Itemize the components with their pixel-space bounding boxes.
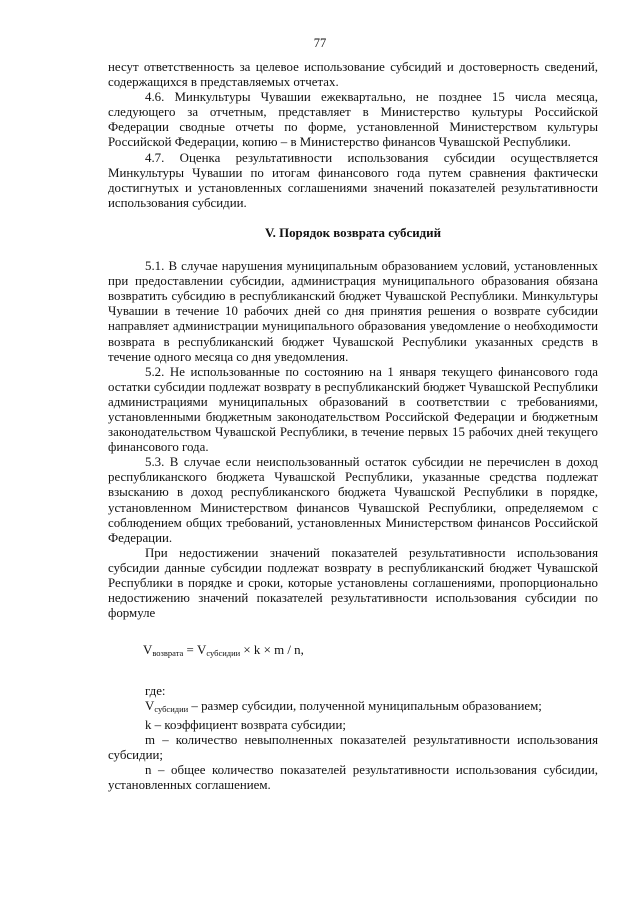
paragraph-continuation: несут ответственность за целевое использование субсидий и достоверность сведений, содержащихся в представляемых отчетах. xyxy=(108,60,598,90)
return-formula xyxy=(143,643,598,661)
formula-v-return: V xyxy=(143,643,153,658)
definition-v-symbol: V xyxy=(145,699,155,714)
where-label: где: xyxy=(145,684,166,699)
formula-sub-return: возврата xyxy=(152,648,184,659)
document-body xyxy=(108,60,598,793)
definition-m: m – количество невыполненных показателей результативности использования субсидии; xyxy=(108,732,598,762)
paragraph-5-3: 5.3. В случае если неиспользованный остаток субсидии не перечислен в доход республиканского бюджета Чувашской Республики, указанные средства подлежат взысканию в доход республиканского бюджета Чувашской Республики в порядке, установленном Министерством финансов Чувашской Республики, определяемом с соблюдением общих требований, установленных Министерством финансов Российской Федерации. xyxy=(108,455,598,545)
page-number: 77 xyxy=(313,36,327,50)
section-title: V. Порядок возврата субсидий xyxy=(264,225,442,240)
formula-rest: × k × m / n, xyxy=(240,643,304,658)
formula-v-subsidy: V xyxy=(197,643,207,658)
formula-equals: = xyxy=(183,643,198,658)
definition-n: n – общее количество показателей результативности использования субсидии, установленных соглашением. xyxy=(108,762,598,792)
paragraph-4-6: 4.6. Минкультуры Чувашии ежеквартально, не позднее 15 числа месяца, следующего за отчетным, представляет в Министерство культуры Российской Федерации сводные отчеты по форме, установленной Министерством культуры Российской Федерации, копию – в Министерство финансов Чувашской Республики. xyxy=(108,90,598,150)
paragraph-5-1: 5.1. В случае нарушения муниципальным образованием условий, установленных при предоставлении субсидии, администрация муниципального образования обязана возвратить субсидию в республиканский бюджет Чувашской Республики. Минкультуры Чувашии в течение 10 рабочих дней со дня принятия решения о возврате субсидии направляет администрации муниципального образования уведомление о необходимости возврата в республиканский бюджет Чувашской Республики указанных средств в течение одного месяца со дня уведомления. xyxy=(108,259,598,364)
paragraph-4-7: 4.7. Оценка результативности использования субсидии осуществляется Минкультуры Чувашии по итогам финансового года путем сравнения фактически достигнутых и установленных соглашениями значений показателей результативности использования субсидии. xyxy=(108,150,598,210)
definition-k: k – коэффициент возврата субсидии; xyxy=(145,717,346,732)
definition-v xyxy=(108,699,598,717)
formula-sub-subsidy: субсидии xyxy=(206,648,241,659)
paragraph-return-formula-intro: При недостижении значений показателей результативности использования субсидии данные субсидии подлежат возврату в республиканский бюджет Чувашской Республики в порядке и сроки, которые установлены соглашениями, пропорционально недостижению значений показателей результативности использования субсидии по формуле xyxy=(108,545,598,621)
definition-v-text: – размер субсидии, полученной муниципальным образованием; xyxy=(188,699,542,714)
definition-v-sub: субсидии xyxy=(154,704,189,715)
paragraph-5-2: 5.2. Не использованные по состоянию на 1 января текущего финансового года остатки субсидии подлежат возврату в республиканский бюджет Чувашской Республики администрациями муниципальных образований в соответствии с требованиями, установленными бюджетным законодательством Российской Федерации и бюджетным законодательством Чувашской Республики, в течение первых 15 рабочих дней текущего финансового года. xyxy=(108,364,598,455)
